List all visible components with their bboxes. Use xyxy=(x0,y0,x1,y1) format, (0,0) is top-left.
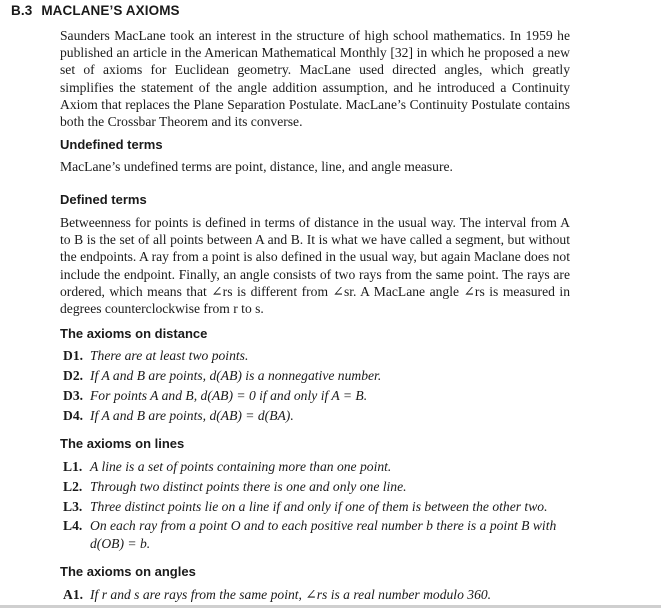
axiom-item: L4. On each ray from a point O and to each positive real number b there is a point B with d(OB) = b. xyxy=(63,518,557,551)
section-heading xyxy=(11,3,180,18)
axiom-item: L1. A line is a set of points containing more than one point. xyxy=(63,459,392,474)
section-number: B.3 xyxy=(11,3,33,18)
defined-terms-heading: Defined terms xyxy=(60,192,147,207)
defined-terms-paragraph: Betweenness for points is defined in terms of distance in the usual way. The interval from A to B is the set of all points between A and B. It is what we have called a segment, but without the endpoints. A ray from a point is also defined in the usual way, but again Maclane does not include the endpoint. Finally, an angle consists of two rays from the same point. The rays are ordered, which means that ∠rs is different from ∠sr. A MacLane angle ∠rs is measured in degrees counterclockwise from r to s. xyxy=(60,215,570,317)
axiom-item: D2. If A and B are points, d(AB) is a nonnegative number. xyxy=(63,368,382,383)
section-title: MACLANE’S AXIOMS xyxy=(41,3,180,18)
distance-axioms-heading: The axioms on distance xyxy=(60,326,208,341)
axiom-item: L2. Through two distinct points there is one and only one line. xyxy=(63,479,407,494)
axiom-item: D3. For points A and B, d(AB) = 0 if and only if A = B. xyxy=(63,388,368,403)
axiom-item: D1. There are at least two points. xyxy=(63,348,249,363)
axiom-item: D4. If A and B are points, d(AB) = d(BA). xyxy=(63,408,294,423)
axiom-item: L3. Three distinct points lie on a line if and only if one of them is between the other two. xyxy=(63,499,548,514)
undefined-terms-heading: Undefined terms xyxy=(60,137,163,152)
undefined-terms-paragraph: MacLane’s undefined terms are point, distance, line, and angle measure. xyxy=(60,159,453,174)
intro-paragraph: Saunders MacLane took an interest in the structure of high school mathematics. In 1959 he published an article in the American Mathematical Monthly [32] in which he proposed a new set of axioms for Euclidean geometry. MacLane used directed angles, which greatly simplifies the statement of the angle addition assumption, and he introduced a Continuity Axiom that replaces the Plane Separation Postulate. MacLane’s Continuity Postulate contains both the Crossbar Theorem and its converse. xyxy=(60,28,570,130)
axiom-item: A1. If r and s are rays from the same point, ∠rs is a real number modulo 360. xyxy=(63,587,492,602)
line-axioms-heading: The axioms on lines xyxy=(60,436,185,451)
angle-axioms-heading: The axioms on angles xyxy=(60,564,196,579)
